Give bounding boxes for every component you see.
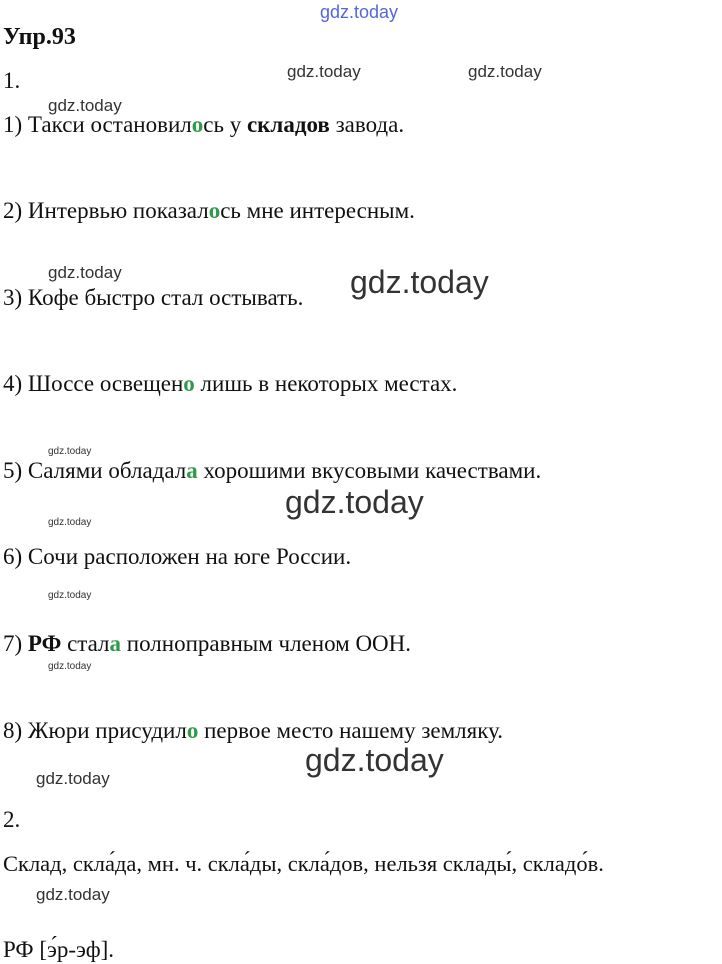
- sentence-6: [3, 543, 351, 571]
- ending-highlight: о: [183, 371, 195, 396]
- part1-label: 1.: [3, 68, 21, 93]
- ending-highlight: а: [186, 458, 198, 483]
- sentence-text: полноправным членом ООН.: [121, 631, 412, 656]
- sentence-number: 3): [3, 285, 23, 310]
- watermark: gdz.today: [48, 661, 92, 672]
- sentence-text: Интервью показал: [27, 198, 209, 223]
- watermark: gdz.today: [350, 264, 489, 300]
- sentence-4: [3, 370, 457, 398]
- sentence-number: 4): [3, 371, 23, 396]
- watermark: gdz.today: [36, 769, 110, 788]
- sentence-3: [3, 284, 303, 312]
- sentence-1: [3, 111, 404, 139]
- watermark: gdz.today: [48, 446, 92, 457]
- exercise-title: Упр.93: [3, 24, 76, 50]
- sentence-5: [3, 457, 541, 485]
- part2-label: 2.: [3, 807, 21, 832]
- watermark: gdz.today: [48, 517, 92, 528]
- watermark: gdz.today: [287, 62, 361, 81]
- sentence-text: Шоссе освещен: [27, 371, 184, 396]
- watermark: gdz.today: [48, 263, 122, 282]
- ending-highlight: о: [208, 198, 221, 223]
- sentence-text: хорошими вкусовыми качествами.: [197, 458, 542, 483]
- watermark: gdz.today: [48, 96, 122, 115]
- part2-stress-line: Склад, скла́да, мн. ч. скла́ды, скла́дов, нельзя склады́, складо́в.: [3, 851, 604, 876]
- sentence-number: 2): [3, 198, 23, 223]
- sentence-text: Салями обладал: [27, 458, 187, 483]
- sentence-number: 8): [3, 718, 23, 743]
- sentence-7: [3, 630, 411, 658]
- sentence-text: стал: [61, 631, 110, 656]
- ending-highlight: о: [191, 112, 204, 137]
- ending-highlight: а: [109, 631, 122, 656]
- sentence-text: сь у: [203, 112, 247, 137]
- sentence-number: 7): [3, 631, 23, 656]
- sentence-text: завода.: [329, 112, 405, 137]
- part2-rf-transcription: РФ [э́р-эф].: [3, 937, 115, 962]
- sentence-2: [3, 197, 415, 225]
- sentence-8: [3, 717, 503, 745]
- sentence-text: Такси остановил: [27, 112, 192, 137]
- bold-word: складов: [246, 112, 330, 137]
- sentence-number: 1): [3, 112, 23, 137]
- watermark: gdz.today: [285, 484, 424, 520]
- sentence-text: Сочи расположен на юге России.: [27, 544, 352, 569]
- sentence-text: первое место нашему земляку.: [198, 718, 504, 743]
- watermark: gdz.today: [468, 62, 542, 81]
- sentence-text: Кофе быстро стал остывать.: [27, 285, 304, 310]
- watermark: gdz.today: [48, 590, 92, 601]
- sentence-text: сь мне интересным.: [220, 198, 415, 223]
- sentence-number: 6): [3, 544, 23, 569]
- watermark: gdz.today: [320, 2, 399, 22]
- watermark: gdz.today: [36, 885, 110, 904]
- ending-highlight: о: [186, 718, 199, 743]
- sentence-text: лишь в некоторых местах.: [194, 371, 458, 396]
- bold-word: РФ: [27, 631, 62, 656]
- sentence-number: 5): [3, 458, 23, 483]
- watermark: gdz.today: [305, 742, 444, 778]
- sentence-text: Жюри присудил: [27, 718, 187, 743]
